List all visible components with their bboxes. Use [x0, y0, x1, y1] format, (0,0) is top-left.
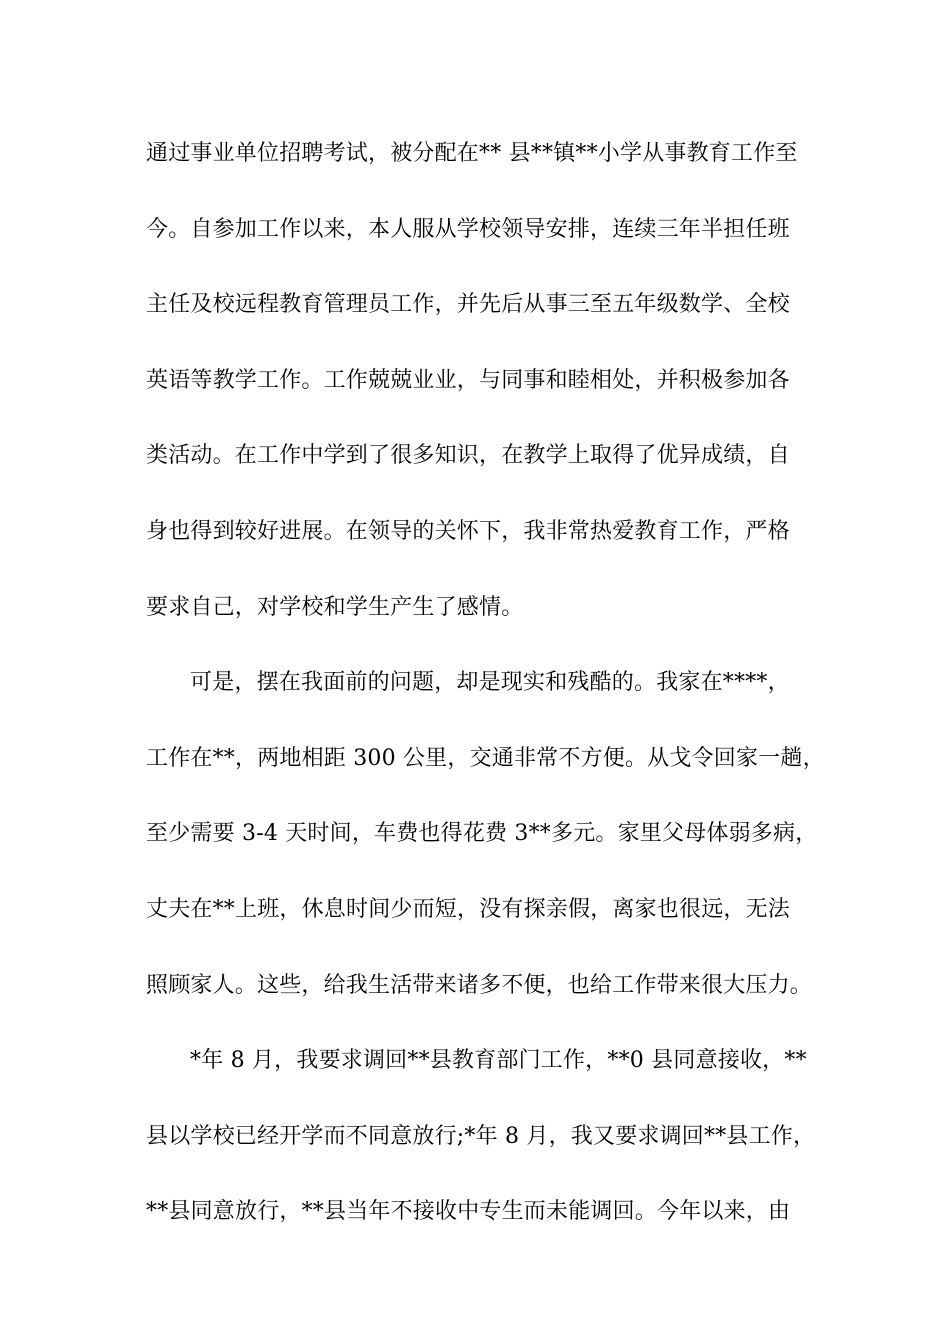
- paragraph-start-line: 可是，摆在我面前的问题，却是现实和残酷的。我家在****，: [190, 670, 790, 696]
- text-line: **县同意放行，**县当年不接收中专生而未能调回。今年以来，由: [146, 1199, 791, 1225]
- text-line: 工作在**，两地相距 300 公里，交通非常不方便。从戈令回家一趟，: [146, 745, 825, 771]
- text-line: 丈夫在**上班，休息时间少而短，没有探亲假，离家也很远，无法: [146, 896, 791, 922]
- text-line: 要求自己，对学校和学生产生了感情。: [146, 594, 524, 620]
- text-line: 英语等教学工作。工作兢兢业业，与同事和睦相处，并积极参加各: [146, 367, 790, 393]
- text-line: 身也得到较好进展。在领导的关怀下，我非常热爱教育工作，严格: [146, 518, 790, 544]
- text-line: 类活动。在工作中学到了很多知识，在教学上取得了优异成绩，自: [146, 443, 790, 469]
- text-line: 照顾家人。这些，给我生活带来诸多不便，也给工作带来很大压力。: [146, 972, 813, 998]
- text-line: 主任及校远程教育管理员工作，并先后从事三至五年级数学、全校: [146, 292, 790, 318]
- text-line: 今。自参加工作以来，本人服从学校领导安排，连续三年半担任班: [146, 216, 790, 242]
- document-body: [146, 134, 826, 1268]
- paragraph-start-line: *年 8 月，我要求调回**县教育部门工作，**0 县同意接收，**: [190, 1048, 807, 1074]
- text-line: 通过事业单位招聘考试，被分配在** 县**镇**小学从事教育工作至: [146, 141, 798, 166]
- text-line: 县以学校已经开学而不同意放行;*年 8 月，我又要求调回**县工作，: [146, 1123, 816, 1149]
- text-line: 至少需要 3-4 天时间，车费也得花费 3**多元。家里父母体弱多病，: [146, 821, 818, 847]
